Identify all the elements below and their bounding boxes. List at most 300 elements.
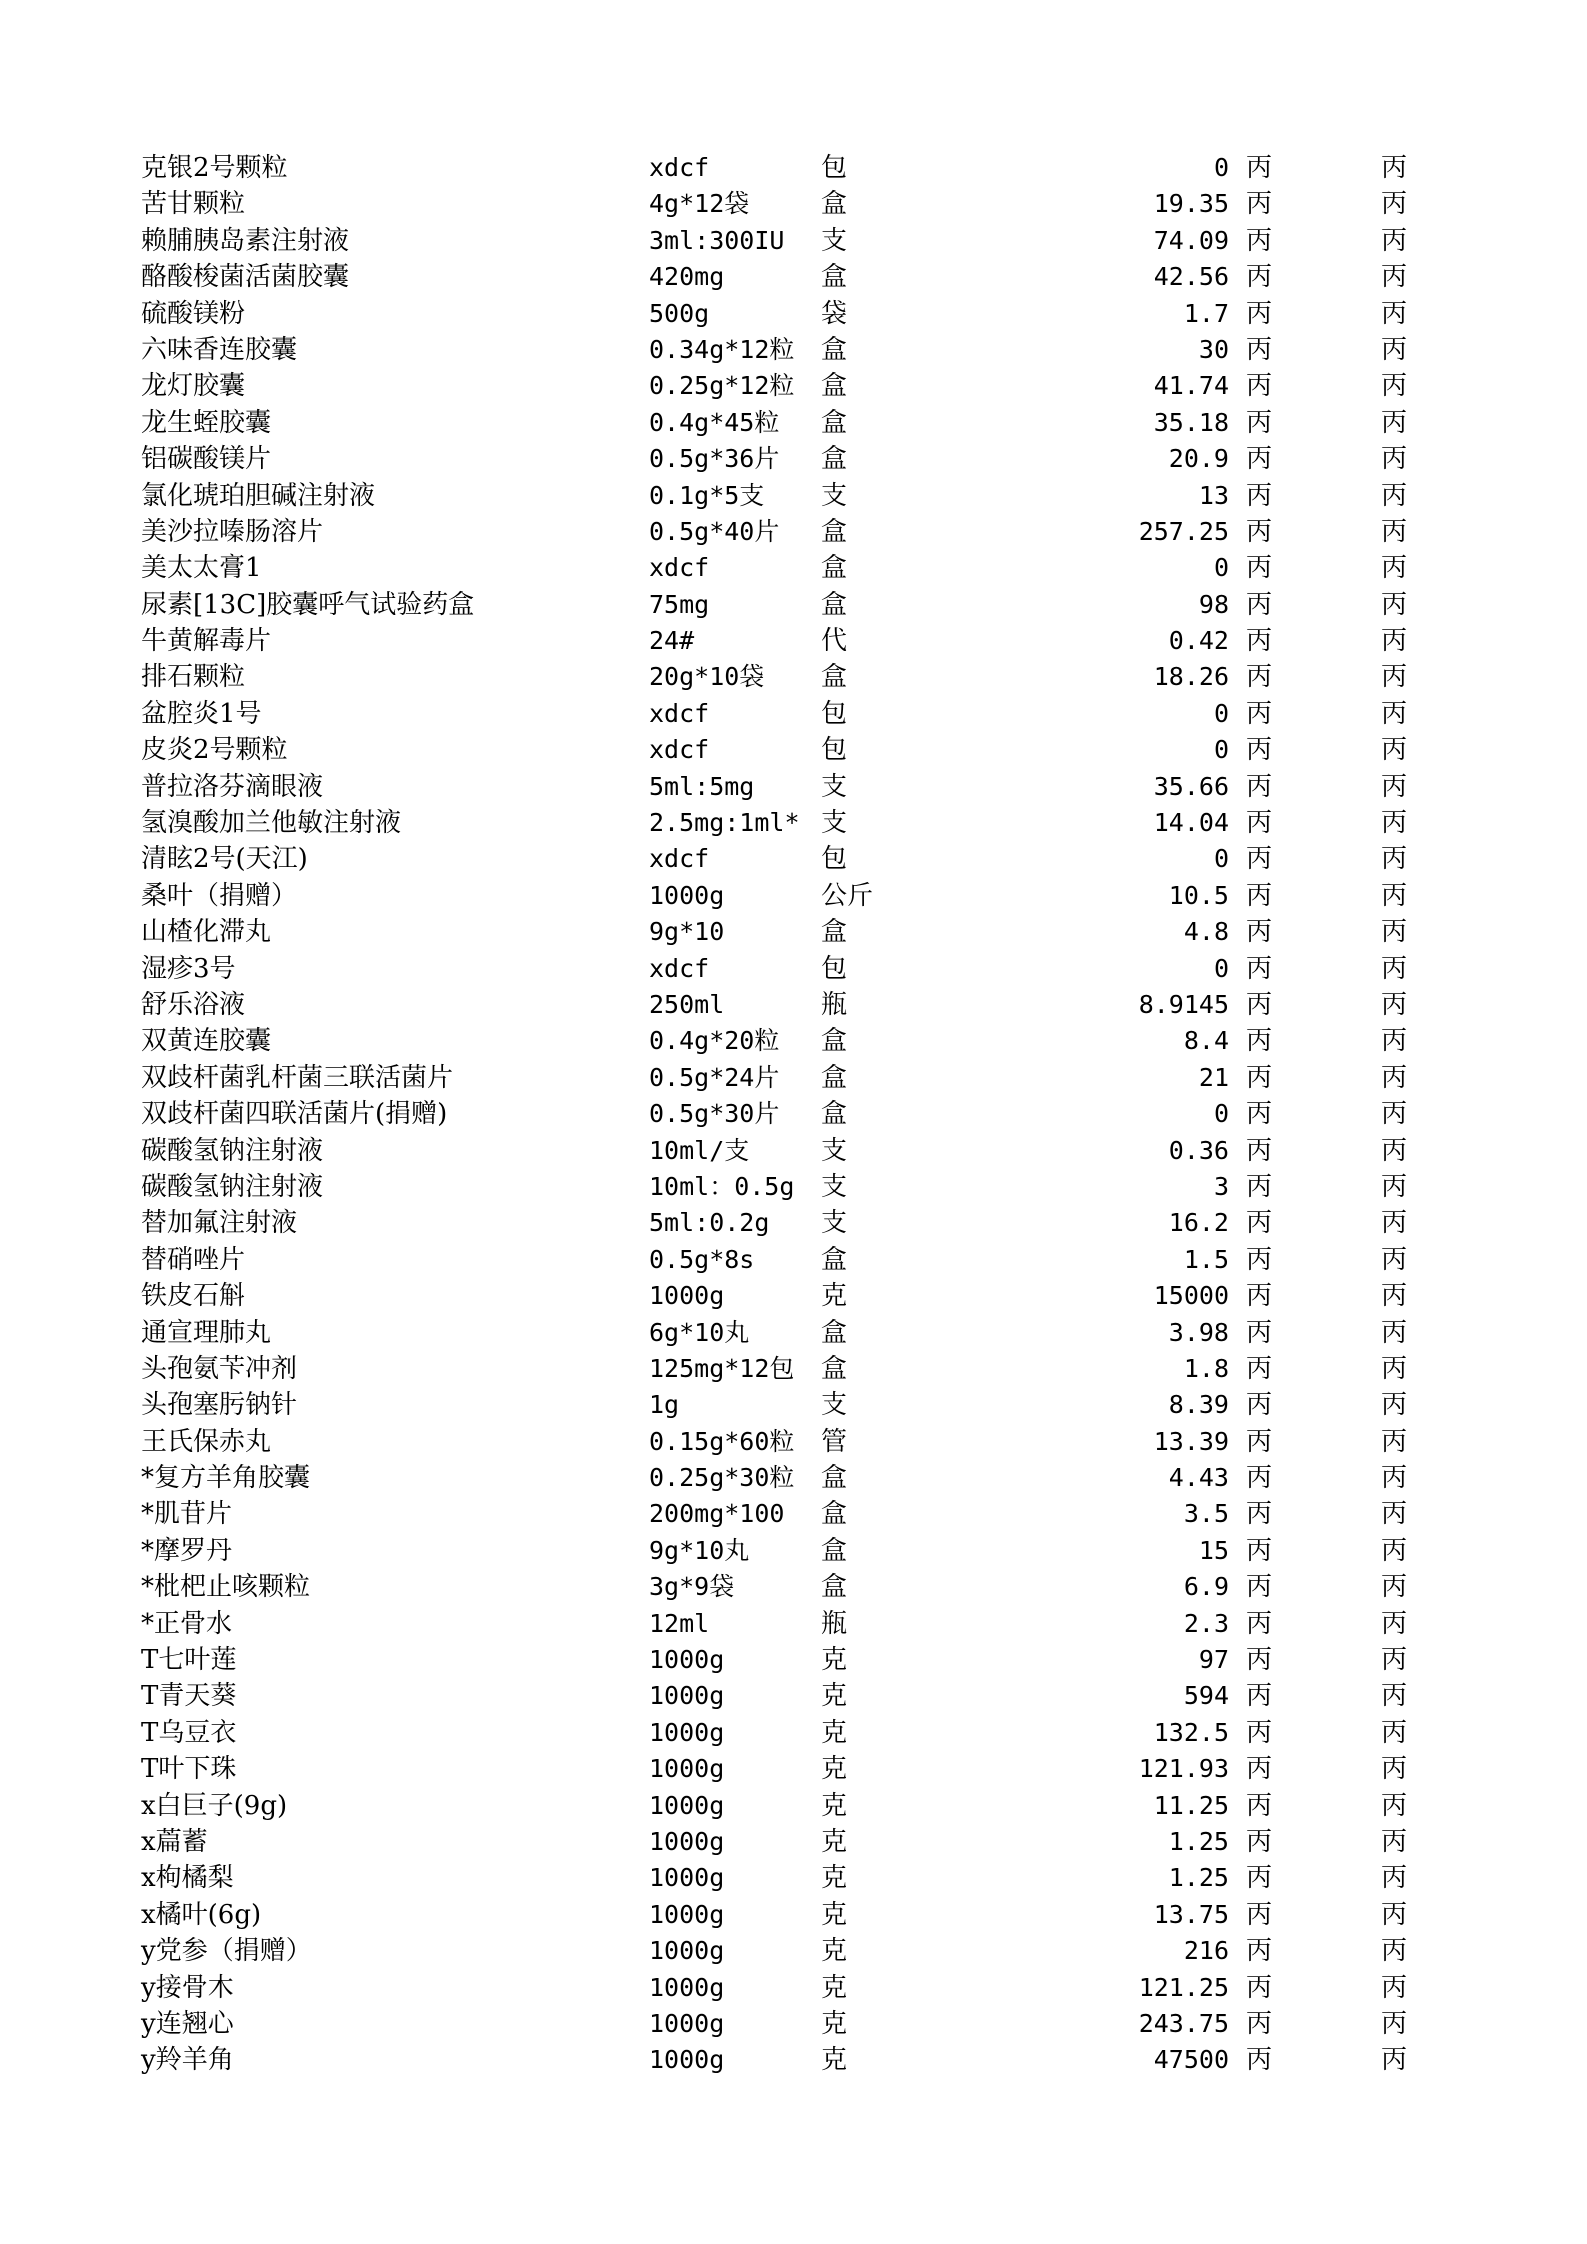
drug-name-cell: x枸橘梨 xyxy=(141,1863,234,1894)
category-cell: 丙 xyxy=(1381,1717,1408,1748)
unit-cell: 支 xyxy=(821,1171,848,1202)
drug-name-cell: 克银2号颗粒 xyxy=(141,153,288,183)
price-cell: 0 xyxy=(1213,1099,1229,1129)
price-cell: 1.7 xyxy=(1183,298,1229,328)
category-cell: 丙 xyxy=(1381,662,1408,693)
table-row xyxy=(141,1315,1408,1351)
unit-cell: 盒 xyxy=(821,589,848,620)
unit-cell: 包 xyxy=(821,844,848,875)
drug-name-cell: 皮炎2号颗粒 xyxy=(141,735,288,766)
table-row xyxy=(141,1169,1408,1205)
specification-cell: 1000g xyxy=(649,1790,725,1820)
drug-name-cell: T叶下珠 xyxy=(141,1754,237,1785)
table-row xyxy=(141,1096,1408,1132)
drug-name-cell: 替加氟注射液 xyxy=(141,1208,298,1239)
drug-name-cell: 龙生蛭胶囊 xyxy=(141,407,272,438)
specification-cell: 1000g xyxy=(649,1936,725,1966)
drug-name-cell: 排石颗粒 xyxy=(141,662,246,693)
unit-cell: 克 xyxy=(821,1790,848,1821)
category-cell: 丙 xyxy=(1246,989,1273,1020)
category-cell: 丙 xyxy=(1246,1681,1273,1712)
specification-cell: 0.25g*30粒 xyxy=(649,1463,795,1493)
table-row xyxy=(141,696,1408,732)
table-row xyxy=(141,550,1408,586)
category-cell: 丙 xyxy=(1246,880,1273,911)
table-row xyxy=(141,1606,1408,1642)
drug-name-cell: 尿素[13C]胶囊呼气试验药盒 xyxy=(141,589,475,620)
specification-cell: 1000g xyxy=(649,2008,725,2038)
drug-name-cell: y连翘心 xyxy=(141,2008,234,2039)
specification-cell: 125mg*12包 xyxy=(649,1353,795,1383)
specification-cell: 10ml/支 xyxy=(649,1135,750,1165)
table-row xyxy=(141,332,1408,368)
unit-cell: 克 xyxy=(821,1681,848,1712)
drug-name-cell: 双歧杆菌四联活菌片(捐赠) xyxy=(141,1099,448,1130)
drug-name-cell: 盆腔炎1号 xyxy=(141,698,262,729)
unit-cell: 瓶 xyxy=(821,989,848,1020)
table-row xyxy=(141,732,1408,768)
table-row xyxy=(141,259,1408,295)
drug-name-cell: 牛黄解毒片 xyxy=(141,626,272,657)
drug-name-cell: 舒乐浴液 xyxy=(141,989,246,1020)
unit-cell: 盒 xyxy=(821,1099,848,1130)
drug-name-cell: 双黄连胶囊 xyxy=(141,1026,272,1057)
specification-cell: 12ml xyxy=(649,1608,710,1638)
category-cell: 丙 xyxy=(1381,444,1408,475)
specification-cell: 1000g xyxy=(649,1281,725,1311)
drug-name-cell: 硫酸镁粉 xyxy=(141,298,246,329)
category-cell: 丙 xyxy=(1381,1208,1408,1239)
category-cell: 丙 xyxy=(1246,371,1273,402)
specification-cell: 420mg xyxy=(649,262,725,292)
table-row xyxy=(141,987,1408,1023)
table-row xyxy=(141,150,1408,186)
price-cell: 4.43 xyxy=(1168,1463,1229,1493)
unit-cell: 瓶 xyxy=(821,1608,848,1639)
price-cell: 13 xyxy=(1198,480,1229,510)
price-cell: 257.25 xyxy=(1138,516,1229,546)
table-row xyxy=(141,1387,1408,1423)
price-cell: 594 xyxy=(1183,1681,1229,1711)
drug-name-cell: 美沙拉嗪肠溶片 xyxy=(141,516,324,547)
specification-cell: 1000g xyxy=(649,880,725,910)
unit-cell: 盒 xyxy=(821,407,848,438)
drug-name-cell: 碳酸氢钠注射液 xyxy=(141,1135,324,1166)
category-cell: 丙 xyxy=(1381,953,1408,984)
category-cell: 丙 xyxy=(1381,1463,1408,1494)
unit-cell: 克 xyxy=(821,1717,848,1748)
drug-name-cell: 酪酸梭菌活菌胶囊 xyxy=(141,262,350,293)
table-row xyxy=(141,1897,1408,1933)
category-cell: 丙 xyxy=(1246,1026,1273,1057)
table-row xyxy=(141,186,1408,222)
category-cell: 丙 xyxy=(1246,735,1273,766)
table-row xyxy=(141,1424,1408,1460)
specification-cell: 75mg xyxy=(649,589,710,619)
category-cell: 丙 xyxy=(1246,1572,1273,1603)
price-cell: 6.9 xyxy=(1183,1572,1229,1602)
unit-cell: 支 xyxy=(821,808,848,839)
price-cell: 0 xyxy=(1213,953,1229,983)
category-cell: 丙 xyxy=(1246,334,1273,365)
specification-cell: 1000g xyxy=(649,2045,725,2075)
unit-cell: 克 xyxy=(821,2008,848,2039)
category-cell: 丙 xyxy=(1381,1826,1408,1857)
unit-cell: 克 xyxy=(821,1645,848,1676)
drug-name-cell: *枇杷止咳颗粒 xyxy=(141,1572,311,1603)
specification-cell: 9g*10 xyxy=(649,917,725,947)
specification-cell: 0.5g*24片 xyxy=(649,1062,780,1092)
category-cell: 丙 xyxy=(1246,2045,1273,2076)
unit-cell: 支 xyxy=(821,771,848,802)
category-cell: 丙 xyxy=(1381,1572,1408,1603)
specification-cell: 0.4g*45粒 xyxy=(649,407,780,437)
price-cell: 8.9145 xyxy=(1138,989,1229,1019)
drug-name-cell: 六味香连胶囊 xyxy=(141,334,298,365)
price-cell: 121.93 xyxy=(1138,1754,1229,1784)
specification-cell: xdcf xyxy=(649,953,710,983)
specification-cell: 0.15g*60粒 xyxy=(649,1426,795,1456)
table-row xyxy=(141,1569,1408,1605)
category-cell: 丙 xyxy=(1381,1062,1408,1093)
unit-cell: 盒 xyxy=(821,371,848,402)
drug-name-cell: 清眩2号(天江) xyxy=(141,844,308,875)
table-row xyxy=(141,1242,1408,1278)
category-cell: 丙 xyxy=(1381,1608,1408,1639)
category-cell: 丙 xyxy=(1381,189,1408,220)
drug-name-cell: *肌苷片 xyxy=(141,1499,233,1530)
table-row xyxy=(141,951,1408,987)
specification-cell: 6g*10丸 xyxy=(649,1317,750,1347)
category-cell: 丙 xyxy=(1246,225,1273,256)
specification-cell: 1000g xyxy=(649,1717,725,1747)
drug-name-cell: 替硝唑片 xyxy=(141,1244,246,1275)
unit-cell: 公斤 xyxy=(821,880,874,911)
category-cell: 丙 xyxy=(1246,771,1273,802)
drug-name-cell: 龙灯胶囊 xyxy=(141,371,246,402)
category-cell: 丙 xyxy=(1246,1790,1273,1821)
specification-cell: 1000g xyxy=(649,1645,725,1675)
category-cell: 丙 xyxy=(1381,698,1408,729)
price-cell: 8.4 xyxy=(1183,1026,1229,1056)
drug-name-cell: 王氏保赤丸 xyxy=(141,1426,272,1457)
price-cell: 0 xyxy=(1213,735,1229,765)
table-row xyxy=(141,1496,1408,1532)
category-cell: 丙 xyxy=(1246,1390,1273,1421)
unit-cell: 盒 xyxy=(821,1062,848,1093)
price-cell: 15 xyxy=(1198,1535,1229,1565)
table-row xyxy=(141,1060,1408,1096)
specification-cell: xdcf xyxy=(649,735,710,765)
category-cell: 丙 xyxy=(1381,626,1408,657)
unit-cell: 盒 xyxy=(821,1572,848,1603)
price-cell: 0.42 xyxy=(1168,626,1229,656)
price-cell: 121.25 xyxy=(1138,1972,1229,2002)
category-cell: 丙 xyxy=(1381,2008,1408,2039)
category-cell: 丙 xyxy=(1381,480,1408,511)
specification-cell: xdcf xyxy=(649,844,710,874)
table-row xyxy=(141,1460,1408,1496)
category-cell: 丙 xyxy=(1246,480,1273,511)
specification-cell: 24# xyxy=(649,626,695,656)
price-cell: 74.09 xyxy=(1153,225,1229,255)
category-cell: 丙 xyxy=(1381,2045,1408,2076)
category-cell: 丙 xyxy=(1246,844,1273,875)
drug-name-cell: y羚羊角 xyxy=(141,2045,234,2076)
category-cell: 丙 xyxy=(1381,1135,1408,1166)
category-cell: 丙 xyxy=(1246,1499,1273,1530)
category-cell: 丙 xyxy=(1381,844,1408,875)
category-cell: 丙 xyxy=(1246,1244,1273,1275)
drug-name-cell: y党参（捐赠） xyxy=(141,1936,312,1967)
category-cell: 丙 xyxy=(1381,917,1408,948)
category-cell: 丙 xyxy=(1246,1717,1273,1748)
drug-name-cell: 美太太膏1 xyxy=(141,553,262,584)
unit-cell: 盒 xyxy=(821,1026,848,1057)
specification-cell: 1g xyxy=(649,1390,680,1420)
category-cell: 丙 xyxy=(1246,1826,1273,1857)
category-cell: 丙 xyxy=(1381,1353,1408,1384)
table-row xyxy=(141,1751,1408,1787)
table-row xyxy=(141,1533,1408,1569)
unit-cell: 代 xyxy=(821,626,848,657)
unit-cell: 盒 xyxy=(821,1499,848,1530)
unit-cell: 盒 xyxy=(821,516,848,547)
table-row xyxy=(141,1678,1408,1714)
unit-cell: 包 xyxy=(821,953,848,984)
category-cell: 丙 xyxy=(1381,1426,1408,1457)
specification-cell: xdcf xyxy=(649,553,710,583)
table-row xyxy=(141,2042,1408,2078)
table-row xyxy=(141,659,1408,695)
category-cell: 丙 xyxy=(1381,1972,1408,2003)
specification-cell: 20g*10袋 xyxy=(649,662,765,692)
category-cell: 丙 xyxy=(1381,1281,1408,1312)
specification-cell: 1000g xyxy=(649,1972,725,2002)
drug-name-cell: 头孢塞肟钠针 xyxy=(141,1390,298,1421)
unit-cell: 盒 xyxy=(821,189,848,220)
category-cell: 丙 xyxy=(1381,589,1408,620)
drug-name-cell: 氢溴酸加兰他敏注射液 xyxy=(141,808,402,839)
specification-cell: 9g*10丸 xyxy=(649,1535,750,1565)
table-row xyxy=(141,1642,1408,1678)
price-cell: 0 xyxy=(1213,153,1229,182)
specification-cell: 1000g xyxy=(649,1899,725,1929)
category-cell: 丙 xyxy=(1246,1535,1273,1566)
specification-cell: 0.34g*12粒 xyxy=(649,334,795,364)
category-cell: 丙 xyxy=(1246,953,1273,984)
category-cell: 丙 xyxy=(1246,262,1273,293)
drug-name-cell: y接骨木 xyxy=(141,1972,234,2003)
specification-cell: xdcf xyxy=(649,698,710,728)
specification-cell: 1000g xyxy=(649,1754,725,1784)
unit-cell: 克 xyxy=(821,2045,848,2076)
category-cell: 丙 xyxy=(1381,262,1408,293)
table-row xyxy=(141,478,1408,514)
specification-cell: 250ml xyxy=(649,989,725,1019)
specification-cell: xdcf xyxy=(649,153,710,182)
price-cell: 16.2 xyxy=(1168,1208,1229,1238)
unit-cell: 盒 xyxy=(821,1317,848,1348)
table-row xyxy=(141,805,1408,841)
table-row xyxy=(141,623,1408,659)
specification-cell: 200mg*100 xyxy=(649,1499,785,1529)
drug-name-cell: x白巨子(9g) xyxy=(141,1790,288,1821)
drug-name-cell: x橘叶(6g) xyxy=(141,1899,262,1930)
unit-cell: 克 xyxy=(821,1936,848,1967)
specification-cell: 0.5g*40片 xyxy=(649,516,780,546)
table-row xyxy=(141,2006,1408,2042)
price-cell: 0 xyxy=(1213,553,1229,583)
price-cell: 47500 xyxy=(1153,2045,1229,2075)
category-cell: 丙 xyxy=(1246,1608,1273,1639)
specification-cell: 5ml:5mg xyxy=(649,771,755,801)
category-cell: 丙 xyxy=(1381,735,1408,766)
category-cell: 丙 xyxy=(1246,153,1273,183)
price-cell: 243.75 xyxy=(1138,2008,1229,2038)
price-cell: 216 xyxy=(1183,1936,1229,1966)
category-cell: 丙 xyxy=(1381,516,1408,547)
drug-name-cell: 通宣理肺丸 xyxy=(141,1317,272,1348)
table-row xyxy=(141,587,1408,623)
unit-cell: 包 xyxy=(821,698,848,729)
category-cell: 丙 xyxy=(1246,1645,1273,1676)
specification-cell: 1000g xyxy=(649,1826,725,1856)
category-cell: 丙 xyxy=(1381,225,1408,256)
drug-name-cell: 赖脯胰岛素注射液 xyxy=(141,225,350,256)
price-cell: 21 xyxy=(1198,1062,1229,1092)
table-row xyxy=(141,296,1408,332)
price-cell: 3.98 xyxy=(1168,1317,1229,1347)
specification-cell: 0.4g*20粒 xyxy=(649,1026,780,1056)
unit-cell: 盒 xyxy=(821,262,848,293)
price-cell: 0 xyxy=(1213,698,1229,728)
category-cell: 丙 xyxy=(1381,1535,1408,1566)
price-cell: 1.25 xyxy=(1168,1826,1229,1856)
unit-cell: 盒 xyxy=(821,444,848,475)
drug-price-table xyxy=(141,150,1408,2079)
specification-cell: 0.5g*8s xyxy=(649,1244,755,1274)
category-cell: 丙 xyxy=(1246,407,1273,438)
category-cell: 丙 xyxy=(1246,516,1273,547)
drug-name-cell: 氯化琥珀胆碱注射液 xyxy=(141,480,376,511)
price-cell: 42.56 xyxy=(1153,262,1229,292)
price-cell: 8.39 xyxy=(1168,1390,1229,1420)
category-cell: 丙 xyxy=(1381,407,1408,438)
price-cell: 35.66 xyxy=(1153,771,1229,801)
specification-cell: 0.1g*5支 xyxy=(649,480,765,510)
drug-name-cell: 苦甘颗粒 xyxy=(141,189,246,220)
price-cell: 18.26 xyxy=(1153,662,1229,692)
table-row xyxy=(141,1860,1408,1896)
price-cell: 14.04 xyxy=(1153,808,1229,838)
price-cell: 1.8 xyxy=(1183,1353,1229,1383)
category-cell: 丙 xyxy=(1246,698,1273,729)
drug-name-cell: 桑叶（捐赠） xyxy=(141,880,298,911)
unit-cell: 克 xyxy=(821,1863,848,1894)
specification-cell: 10ml：0.5g xyxy=(649,1171,795,1201)
unit-cell: 支 xyxy=(821,225,848,256)
unit-cell: 盒 xyxy=(821,1463,848,1494)
category-cell: 丙 xyxy=(1381,553,1408,584)
category-cell: 丙 xyxy=(1246,1863,1273,1894)
table-row xyxy=(141,1970,1408,2006)
drug-name-cell: T青天葵 xyxy=(141,1681,237,1712)
table-row xyxy=(141,1023,1408,1059)
unit-cell: 支 xyxy=(821,1390,848,1421)
category-cell: 丙 xyxy=(1246,2008,1273,2039)
drug-name-cell: 碳酸氢钠注射液 xyxy=(141,1171,324,1202)
category-cell: 丙 xyxy=(1381,771,1408,802)
drug-name-cell: 铝碳酸镁片 xyxy=(141,444,272,475)
price-cell: 4.8 xyxy=(1183,917,1229,947)
category-cell: 丙 xyxy=(1381,1936,1408,1967)
unit-cell: 支 xyxy=(821,1135,848,1166)
price-cell: 13.75 xyxy=(1153,1899,1229,1929)
category-cell: 丙 xyxy=(1381,1681,1408,1712)
category-cell: 丙 xyxy=(1381,1645,1408,1676)
price-cell: 13.39 xyxy=(1153,1426,1229,1456)
category-cell: 丙 xyxy=(1381,1244,1408,1275)
price-cell: 98 xyxy=(1198,589,1229,619)
drug-name-cell: x萹蓄 xyxy=(141,1826,208,1857)
specification-cell: 0.25g*12粒 xyxy=(649,371,795,401)
unit-cell: 支 xyxy=(821,1208,848,1239)
unit-cell: 克 xyxy=(821,1972,848,2003)
drug-name-cell: T七叶莲 xyxy=(141,1645,237,1676)
price-cell: 0 xyxy=(1213,844,1229,874)
drug-name-cell: 头孢氨苄冲剂 xyxy=(141,1353,298,1384)
category-cell: 丙 xyxy=(1246,1062,1273,1093)
category-cell: 丙 xyxy=(1246,1099,1273,1130)
category-cell: 丙 xyxy=(1246,626,1273,657)
table-row xyxy=(141,441,1408,477)
unit-cell: 盒 xyxy=(821,334,848,365)
drug-name-cell: T乌豆衣 xyxy=(141,1717,237,1748)
price-cell: 19.35 xyxy=(1153,189,1229,219)
category-cell: 丙 xyxy=(1381,1390,1408,1421)
price-cell: 2.3 xyxy=(1183,1608,1229,1638)
category-cell: 丙 xyxy=(1246,1208,1273,1239)
category-cell: 丙 xyxy=(1246,1317,1273,1348)
category-cell: 丙 xyxy=(1381,1171,1408,1202)
unit-cell: 盒 xyxy=(821,1535,848,1566)
category-cell: 丙 xyxy=(1381,1317,1408,1348)
category-cell: 丙 xyxy=(1246,1972,1273,2003)
price-cell: 15000 xyxy=(1153,1281,1229,1311)
specification-cell: 1000g xyxy=(649,1681,725,1711)
unit-cell: 克 xyxy=(821,1754,848,1785)
table-row xyxy=(141,223,1408,259)
category-cell: 丙 xyxy=(1381,1899,1408,1930)
unit-cell: 袋 xyxy=(821,298,848,329)
price-cell: 1.5 xyxy=(1183,1244,1229,1274)
drug-name-cell: *正骨水 xyxy=(141,1608,233,1639)
category-cell: 丙 xyxy=(1246,1281,1273,1312)
price-cell: 20.9 xyxy=(1168,444,1229,474)
category-cell: 丙 xyxy=(1246,1754,1273,1785)
category-cell: 丙 xyxy=(1246,589,1273,620)
price-cell: 30 xyxy=(1198,334,1229,364)
table-row xyxy=(141,914,1408,950)
unit-cell: 盒 xyxy=(821,1244,848,1275)
price-cell: 132.5 xyxy=(1153,1717,1229,1747)
category-cell: 丙 xyxy=(1381,371,1408,402)
category-cell: 丙 xyxy=(1381,1499,1408,1530)
category-cell: 丙 xyxy=(1246,808,1273,839)
category-cell: 丙 xyxy=(1381,153,1408,183)
price-cell: 35.18 xyxy=(1153,407,1229,437)
